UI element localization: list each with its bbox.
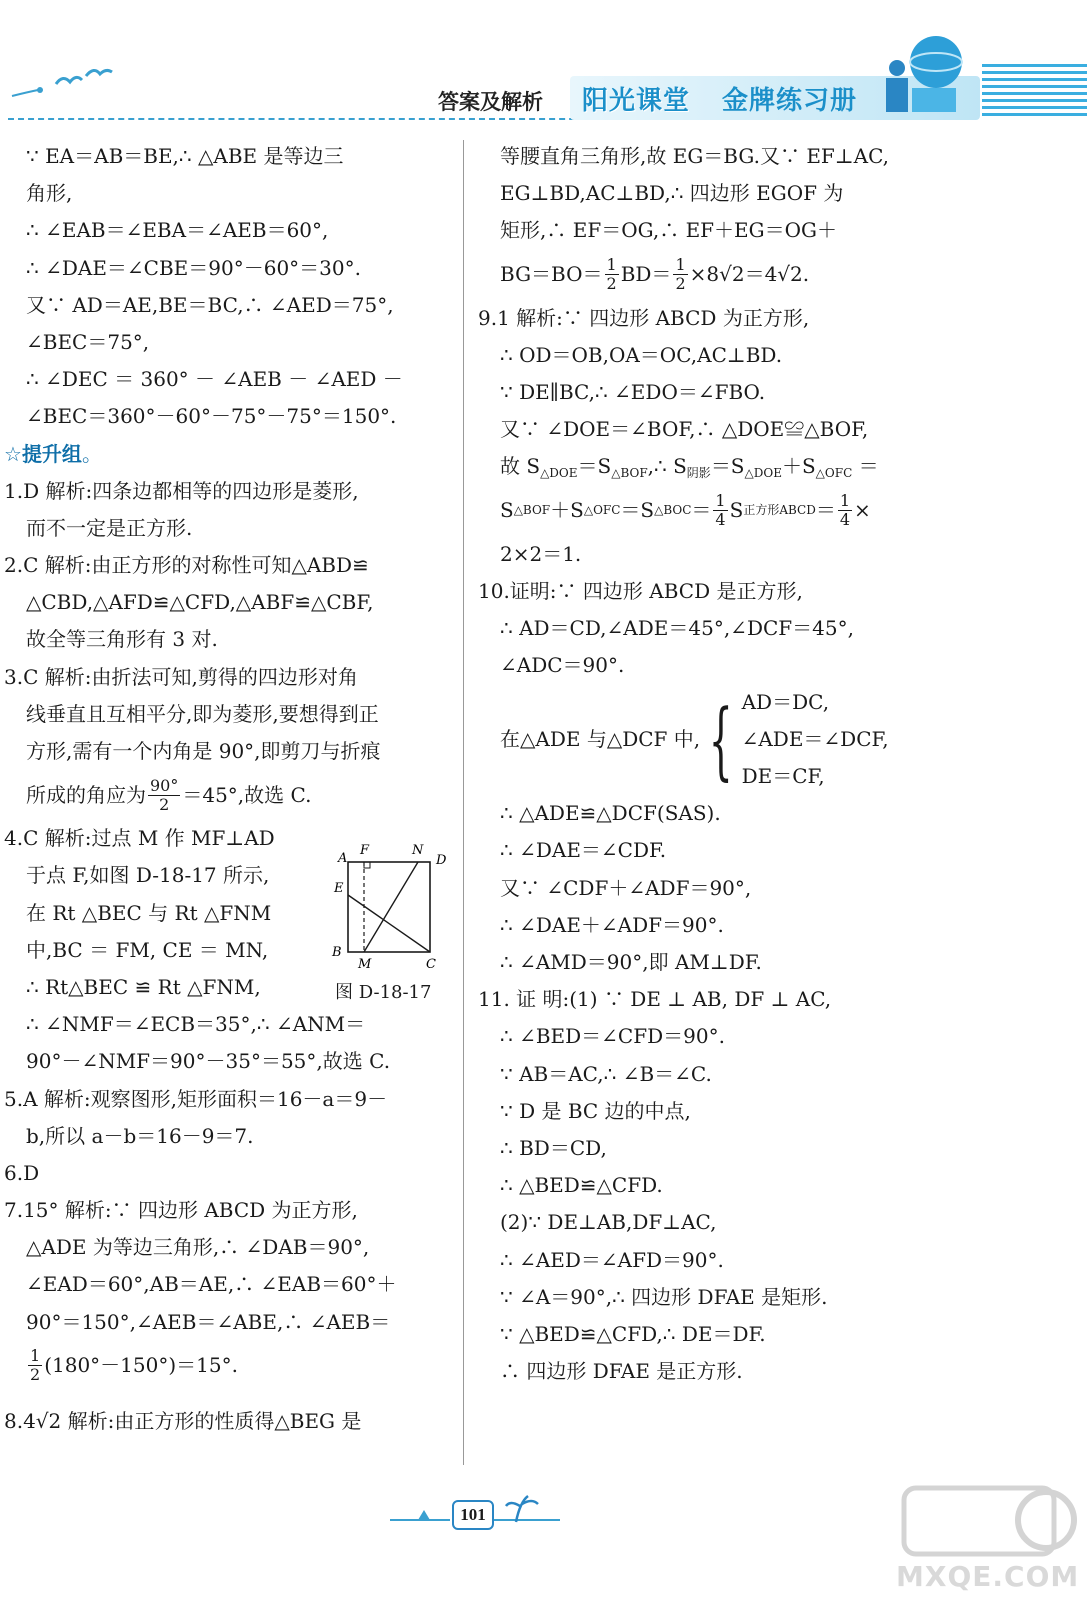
text-line: ∴ △ADE≌△DCF(SAS). [500, 801, 721, 826]
text-line: ∵ D 是 BC 边的中点, [500, 1098, 691, 1123]
text-line: ∴ △BED≌△CFD. [500, 1173, 663, 1198]
text-line: 等腰直角三角形,故 EG＝BG.又∵ EF⊥AC, [500, 144, 890, 168]
text-line: b,所以 a－b＝16－9＝7. [26, 1123, 254, 1148]
section-title-text: 提升组 [21, 441, 82, 466]
text-line: ∵ EA＝AB＝BE,∴ △ABE 是等边三 [26, 144, 344, 168]
geometry-figure [330, 840, 455, 1000]
label-A: A [338, 851, 348, 866]
answer-line: 10.证明:∵ 四边形 ABCD 是正方形, [478, 578, 803, 603]
fraction: $\frac{90^\circ}{2}$ [150, 775, 179, 814]
text-line: ∵ ∠A＝90°,∴ 四边形 DFAE 是矩形. [500, 1284, 828, 1309]
label-M: M [358, 957, 372, 972]
label-C: C [426, 957, 436, 972]
text-line: ∠BEC＝360°－60°－75°－75°＝150°. [26, 404, 397, 429]
answer-line: 2.C 解析:由正方形的对称性可知△ABD≌ [4, 553, 369, 578]
text-line: (2)∵ DE⊥AB,DF⊥AC, [500, 1210, 717, 1235]
watermark-logo-icon [896, 1480, 1086, 1560]
brand-title-a: 阳光课堂 [582, 86, 691, 116]
right-column [478, 138, 924, 1390]
text-line: ∴ ∠DEC ＝ 360° － ∠AEB － ∠AED － [26, 367, 403, 392]
label-B: B [332, 945, 342, 960]
text-line: 矩形,∴ EF＝OG,∴ EF＋EG＝OG＋ [500, 218, 837, 243]
text-line: ∴ Rt△BEC ≌ Rt △FNM, [26, 974, 261, 999]
answer-line: 11. 证 明:(1) ∵ DE ⊥ AB, DF ⊥ AC, [478, 987, 832, 1012]
text-line-fraction: 所成的角应为 $\frac{90^\circ}{2}$ ＝45°,故选 C. [26, 775, 312, 814]
answer-line: 9.1 解析:∵ 四边形 ABCD 为正方形, [478, 305, 810, 330]
page-footer [390, 1488, 710, 1544]
star-icon: ☆ [4, 441, 22, 466]
label-D: D [436, 853, 447, 868]
figure-caption: 图 D-18-17 [335, 982, 432, 1003]
text-line: 故全等三角形有 3 对. [26, 627, 218, 652]
text-line: △CBD,△AFD≌△CFD,△ABF≌△CBF, [26, 590, 374, 615]
text-line: △ADE 为等边三角形,∴ ∠DAB＝90°, [26, 1235, 370, 1260]
text-line: ∴ ∠AMD＝90°,即 AM⊥DF. [500, 950, 762, 974]
fraction: $\frac{1}{4}$ [715, 491, 726, 529]
label-N: N [412, 843, 424, 858]
globe-student-icon [878, 30, 978, 118]
text-line: 2×2＝1. [500, 541, 582, 566]
page-header [0, 0, 1091, 122]
text-line: ∴ ∠AED＝∠AFD＝90°. [500, 1247, 724, 1272]
text-line: 而不一定是正方形. [26, 515, 193, 540]
text-line: 又∵ ∠DOE＝∠BOF,∴ △DOE≌△BOF, [500, 417, 869, 442]
text-line: ∴ 四边形 DFAE 是正方形. [500, 1359, 743, 1384]
answer-line: 4.C 解析:过点 M 作 MF⊥AD [4, 826, 275, 851]
answer-line: 3.C 解析:由折法可知,剪得的四边形对角 [4, 664, 358, 689]
text-line: ∴ OD＝OB,OA＝OC,AC⊥BD. [500, 342, 783, 367]
left-column [4, 138, 452, 1440]
fraction: $\frac{1}{2}$ [30, 1346, 41, 1385]
equation-system: 在△ADE 与△DCF 中, { AD＝DC, ∠ADE＝∠DCF, DE＝CF, [478, 684, 924, 795]
text-line: 90°＝150°,∠AEB＝∠ABE,∴ ∠AEB＝ [26, 1309, 391, 1334]
text-line: 线垂直且互相平分,即为菱形,要想得到正 [26, 701, 379, 726]
text-line: ∴ ∠EAB＝∠EBA＝∠AEB＝60°, [26, 218, 329, 243]
answer-line: 5.A 解析:观察图形,矩形面积＝16－a＝9－ [4, 1086, 388, 1111]
label-F: F [360, 843, 370, 858]
text-line: ∴ ∠DAE＋∠ADF＝90°. [500, 912, 724, 937]
fraction: $\frac{1}{4}$ [839, 491, 851, 529]
header-stripes [982, 64, 1087, 120]
answer-line: 6.D [4, 1160, 40, 1185]
fraction: $\frac{1}{2}$ [675, 255, 686, 294]
text-line: 中,BC ＝ FM, CE ＝ MN, [26, 937, 269, 962]
text-line: ∠EAD＝60°,AB＝AE,∴ ∠EAB＝60°＋ [26, 1272, 397, 1297]
text-line: ∵ DE∥BC,∴ ∠EDO＝∠FBO. [500, 379, 766, 404]
text-line-area: 故 $S_{\triangle DOE}=S_{\triangle BOF},\therefore$ $S_{阴影}=S_{\triangle DOE}+S_{\triangle OFC}$ ＝ [500, 454, 879, 481]
text-line: ∴ ∠DAE＝∠CDF. [500, 838, 667, 863]
text-line: ∴ ∠BED＝∠CFD＝90°. [500, 1024, 725, 1049]
text-line-fraction: S △BOF ＋S △OFC ＝S △BOC ＝ $\frac{1}{4}$ S 正方形ABCD ＝ $\frac{1}{4}$ × [500, 491, 871, 529]
answer-line: 8.4√2 解析:由正方形的性质得△BEG 是 [4, 1408, 362, 1433]
page-number: 101 [452, 1500, 494, 1530]
text-line: ∵ △BED≌△CFD,∴ DE＝DF. [500, 1321, 766, 1346]
palm-decoration-icon [390, 1492, 710, 1542]
text-line: 方形,需有一个内角是 90°,即剪刀与折痕 [26, 739, 381, 763]
brace-system: { AD＝DC, ∠ADE＝∠DCF, DE＝CF, [708, 690, 889, 789]
text-line: ∵ AB＝AC,∴ ∠B＝∠C. [500, 1061, 712, 1086]
text-line: 90°－∠NMF＝90°－35°＝55°,故选 C. [26, 1049, 391, 1074]
text-line: ∠ADC＝90°. [500, 653, 625, 678]
fraction: $\frac{1}{2}$ [606, 255, 617, 294]
text-line: ∴ AD＝CD,∠ADE＝45°,∠DCF＝45°, [500, 615, 854, 640]
answer-line: 1.D 解析:四条边都相等的四边形是菱形, [4, 478, 359, 503]
column-divider [463, 140, 464, 1465]
text-line: 在 Rt △BEC 与 Rt △FNM [26, 900, 272, 925]
text-line: ∴ BD＝CD, [500, 1135, 607, 1160]
text-line: 又∵ ∠CDF＋∠ADF＝90°, [500, 875, 752, 900]
text-line: 又∵ AD＝AE,BE＝BC,∴ ∠AED＝75°, [26, 292, 394, 317]
text-line: EG⊥BD,AC⊥BD,∴ 四边形 EGOF 为 [500, 181, 844, 206]
text-line: ∴ ∠DAE＝∠CBE＝90°－60°＝30°. [26, 255, 361, 280]
text-line: 角形, [26, 181, 73, 206]
label-E: E [334, 881, 344, 896]
text-line: ∠BEC＝75°, [26, 329, 150, 354]
text-line: 于点 F,如图 D-18-17 所示, [26, 863, 270, 888]
section-title: ☆提升组。 [4, 441, 102, 466]
birds-icon [8, 62, 118, 102]
text-line: ∴ ∠NMF＝∠ECB＝35°,∴ ∠ANM＝ [26, 1012, 366, 1037]
text-line-fraction: $\frac{1}{2}$ (180°－150°)＝15°. [30, 1346, 238, 1385]
watermark-text: MXQE.COM [896, 1560, 1080, 1593]
text-line-fraction: BG＝BO＝ $\frac{1}{2}$ BD＝ $\frac{1}{2}$ ×8√2＝4√2. [500, 255, 810, 294]
header-label: 答案及解析 [438, 90, 543, 114]
brand-title-b: 金牌练习册 [722, 86, 858, 116]
answer-line: 7.15° 解析:∵ 四边形 ABCD 为正方形, [4, 1198, 358, 1223]
watermark [896, 1480, 1086, 1595]
